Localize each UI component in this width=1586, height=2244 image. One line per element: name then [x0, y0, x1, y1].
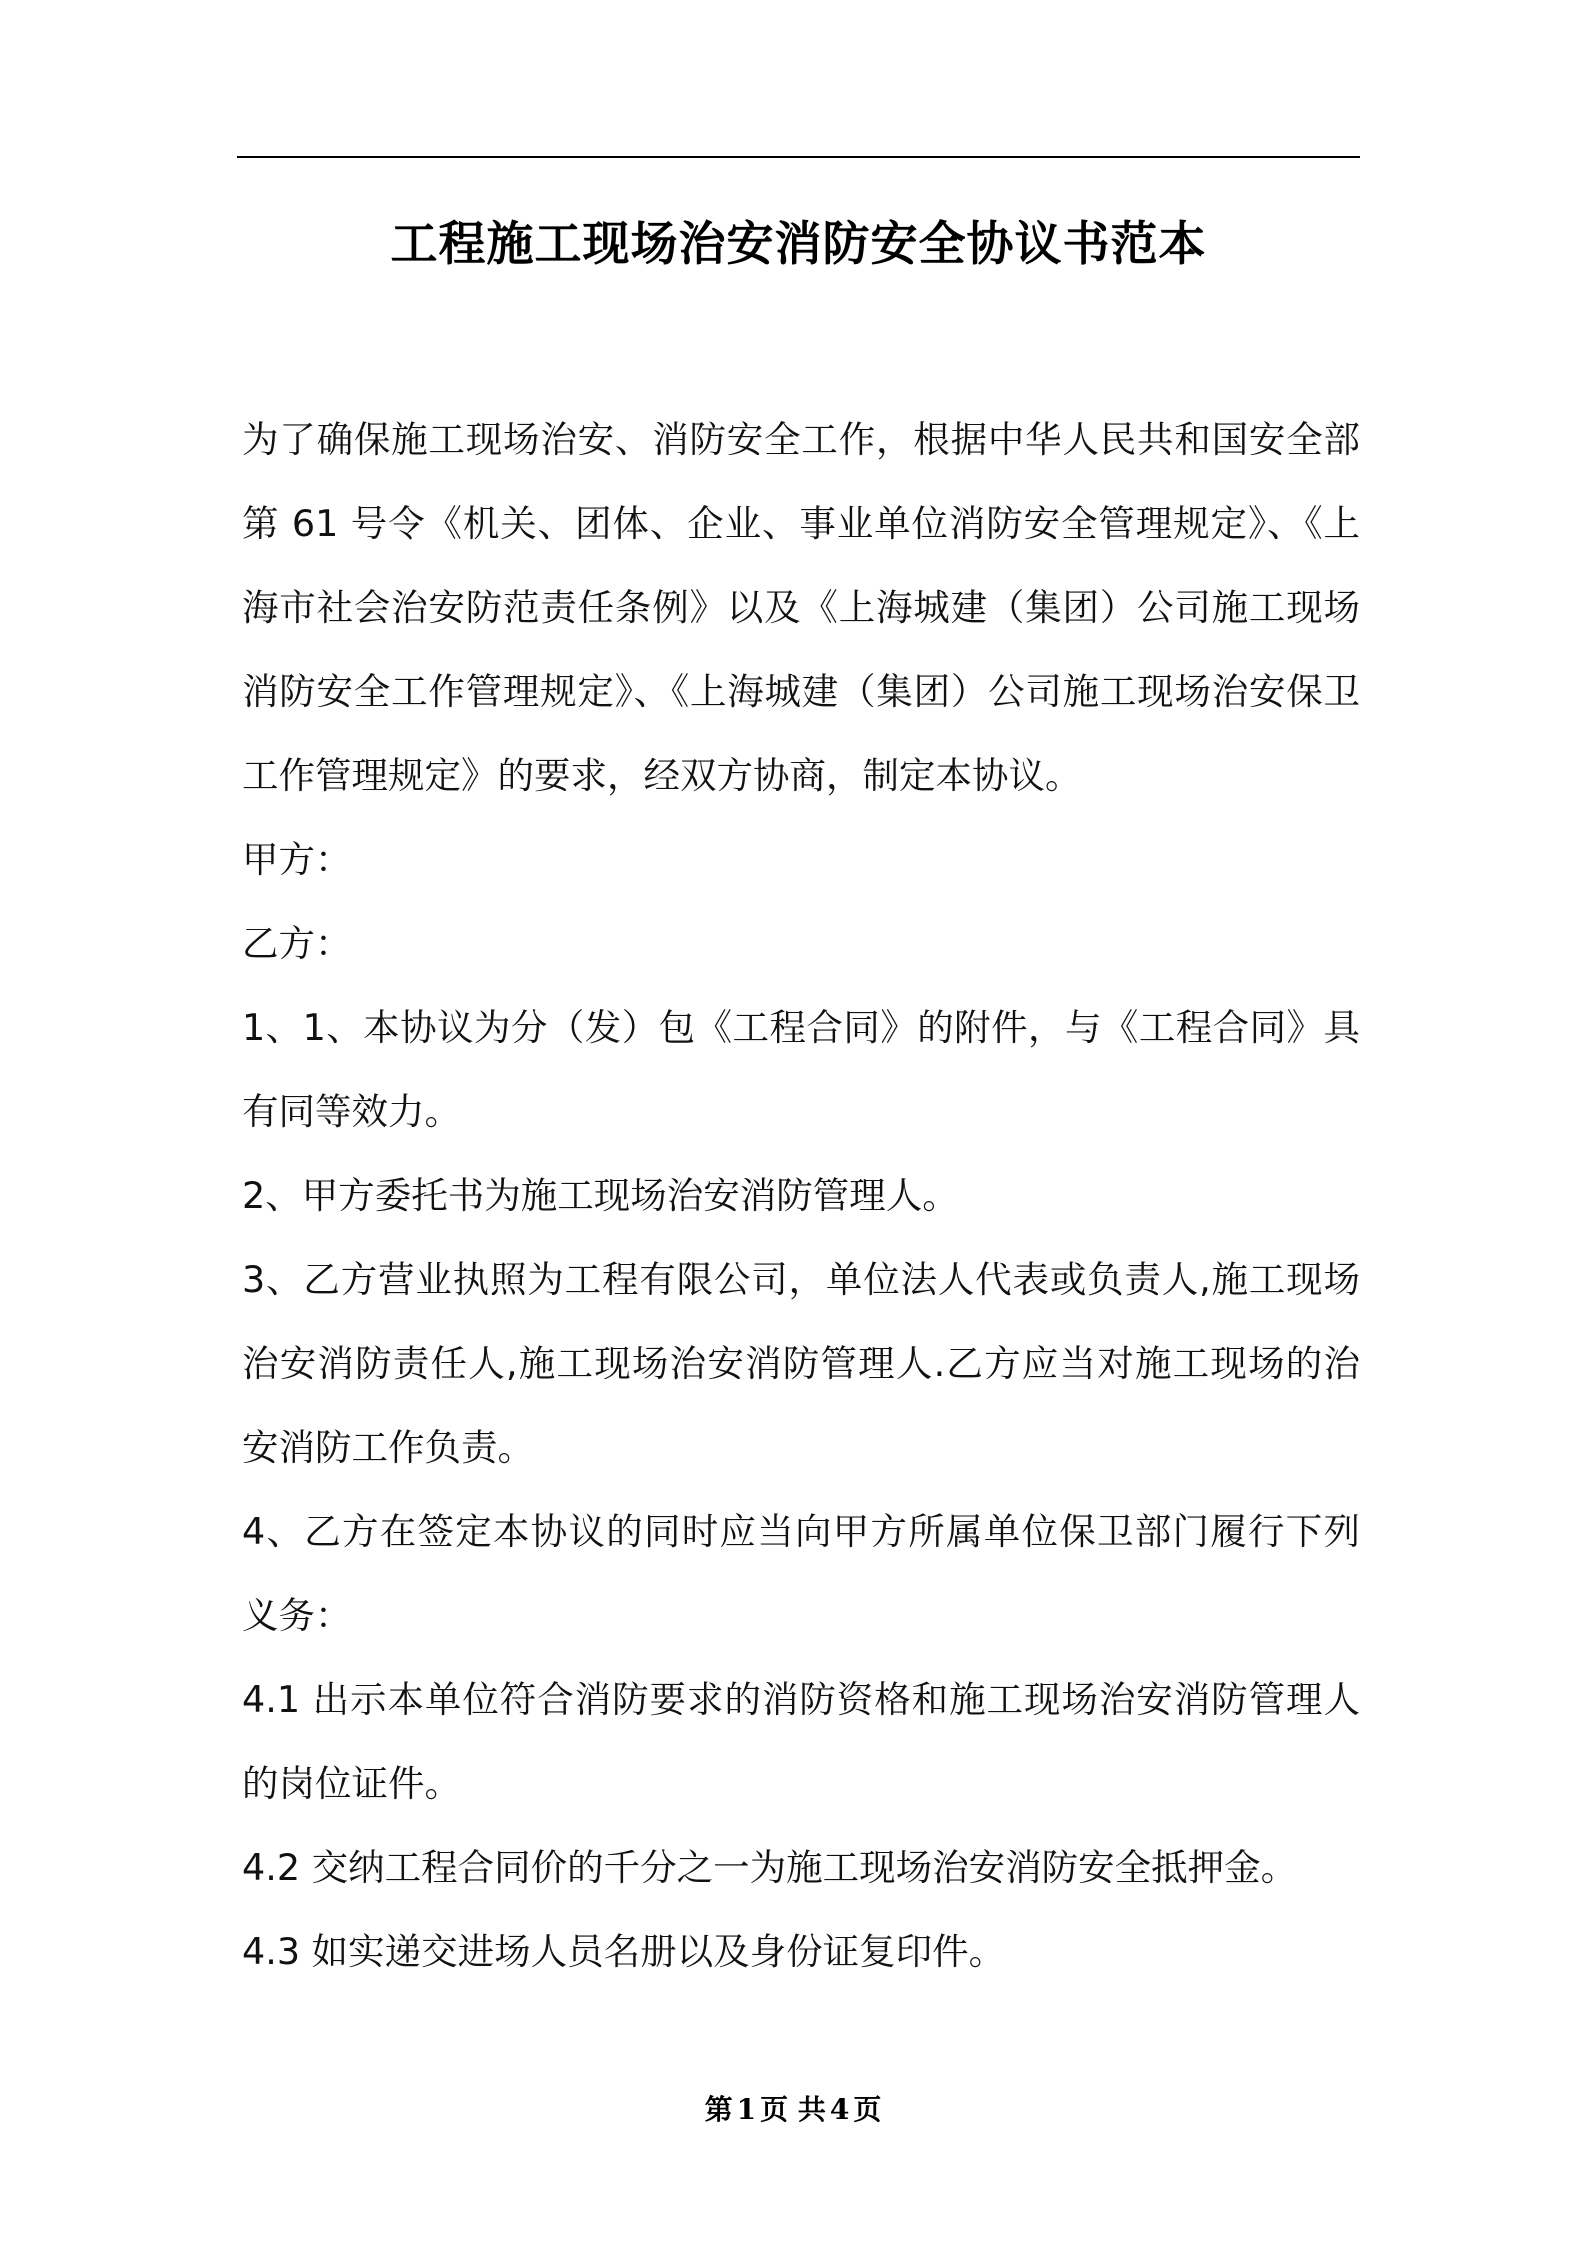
total-page-count: 4 [829, 2093, 850, 2126]
paragraph-clause-4-3: 4.3 如实递交进场人员名册以及身份证复印件。 [242, 1930, 1006, 1973]
page-number-footer [0, 2090, 1586, 2130]
paragraph-party-b: 乙方： [242, 922, 352, 965]
document-title: 工程施工现场治安消防安全协议书范本 [390, 217, 1207, 272]
document-body [242, 398, 1360, 1994]
paragraph-clause-4: 4、乙方在签定本协议的同时应当向甲方所属单位保卫部门履行下列义务： [242, 1510, 1360, 1637]
current-page-number: 1 [736, 2093, 757, 2126]
paragraph-clause-2: 2、甲方委托书为施工现场治安消防管理人。 [242, 1174, 959, 1217]
paragraph-clause-4-1: 4.1 出示本单位符合消防要求的消防资格和施工现场治安消防管理人的岗位证件。 [242, 1678, 1360, 1805]
page-label-prefix: 第 [704, 2093, 733, 2126]
page-label-suffix: 页 [853, 2093, 882, 2126]
paragraph-intro: 为了确保施工现场治安、消防安全工作，根据中华人民共和国安全部第 61 号令《机关、团体、企业、事业单位消防安全管理规定》、《上海市社会治安防范责任条例》以及《上海城建（集团）公司施工现场消防安全工作管理规定》、《上海城建（集团）公司施工现场治安保卫工作管理规定》的要求，经双方协商，制定本协议。 [242, 418, 1360, 797]
paragraph-clause-1: 1、1、本协议为分（发）包《工程合同》的附件，与《工程合同》具有同等效力。 [242, 1006, 1360, 1133]
paragraph-party-a: 甲方： [242, 838, 352, 881]
paragraph-clause-3: 3、乙方营业执照为工程有限公司，单位法人代表或负责人,施工现场治安消防责任人,施工现场治安消防管理人.乙方应当对施工现场的治安消防工作负责。 [242, 1258, 1360, 1469]
header-rule [237, 156, 1360, 158]
paragraph-clause-4-2: 4.2 交纳工程合同价的千分之一为施工现场治安消防安全抵押金。 [242, 1846, 1298, 1889]
page-label-middle: 页 共 [760, 2093, 826, 2126]
